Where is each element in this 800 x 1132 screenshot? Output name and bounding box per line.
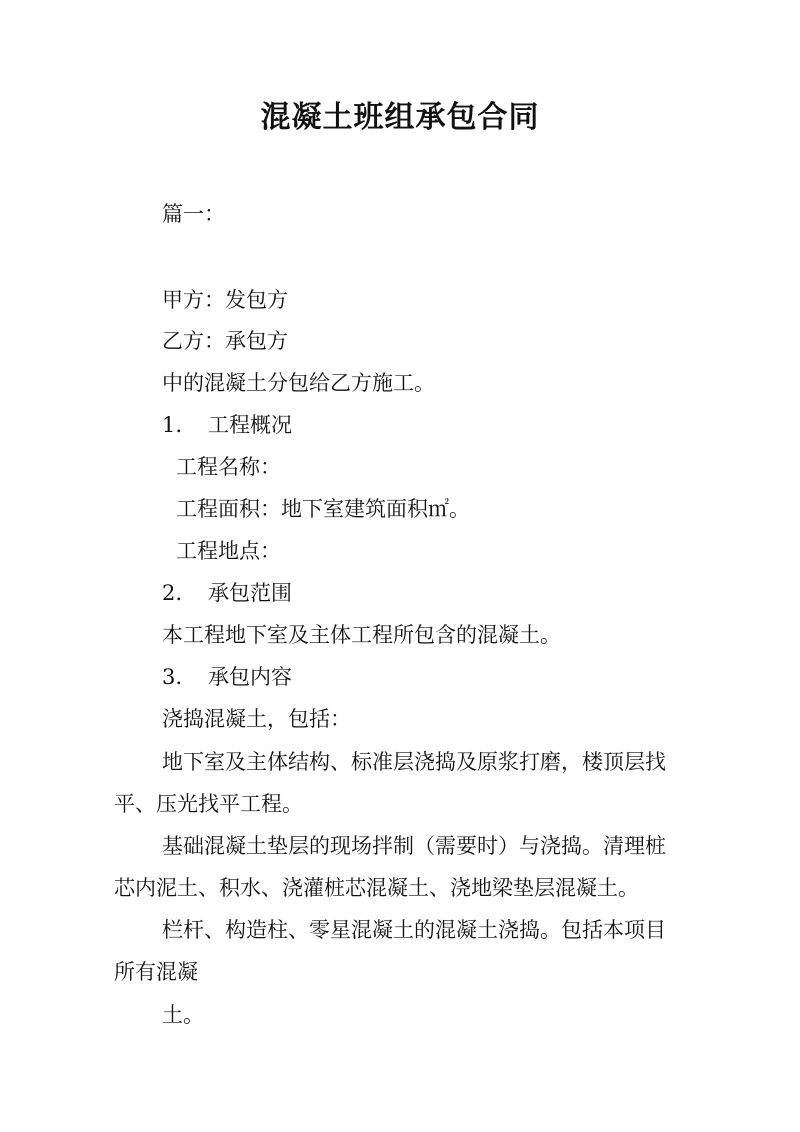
party-a: 甲方：发包方 — [162, 288, 288, 312]
section-1-number: 1. — [162, 413, 183, 437]
section-1-title: 工程概况 — [208, 413, 292, 437]
item-1-line-2: 平、压光找平工程。 — [114, 792, 303, 816]
section-2-title: 承包范围 — [208, 581, 292, 605]
section-3-number: 3. — [162, 665, 183, 689]
party-b: 乙方：承包方 — [162, 329, 288, 353]
item-1-line-1: 地下室及主体结构、标准层浇捣及原浆打磨，楼顶层找 — [162, 750, 666, 774]
section-3-title: 承包内容 — [208, 665, 292, 689]
item-3-line-1: 栏杆、构造柱、零星混凝土的混凝土浇捣。包括本项目 — [162, 918, 666, 942]
section-2-number: 2. — [162, 581, 183, 605]
section-3-heading — [162, 662, 292, 692]
item-3-line-2: 所有混凝 — [114, 960, 198, 984]
scope-text: 本工程地下室及主体工程所包含的混凝土。 — [162, 623, 561, 647]
project-name: 工程名称： — [176, 455, 281, 479]
document-title: 混凝土班组承包合同 — [260, 100, 540, 135]
section-1-heading — [162, 410, 292, 440]
section-label: 篇一： — [162, 202, 225, 226]
project-location: 工程地点： — [176, 539, 281, 563]
content-intro: 浇捣混凝土，包括： — [162, 707, 351, 731]
item-2-line-2: 芯内泥土、积水、浇灌桩芯混凝土、浇地梁垫层混凝土。 — [114, 876, 639, 900]
section-2-heading — [162, 578, 292, 608]
intro-text: 中的混凝土分包给乙方施工。 — [162, 371, 435, 395]
item-2-line-1: 基础混凝土垫层的现场拌制（需要时）与浇捣。清理桩 — [162, 834, 666, 858]
project-area: 工程面积：地下室建筑面积㎡。 — [176, 497, 470, 521]
item-3-line-3: 土。 — [162, 1003, 204, 1027]
